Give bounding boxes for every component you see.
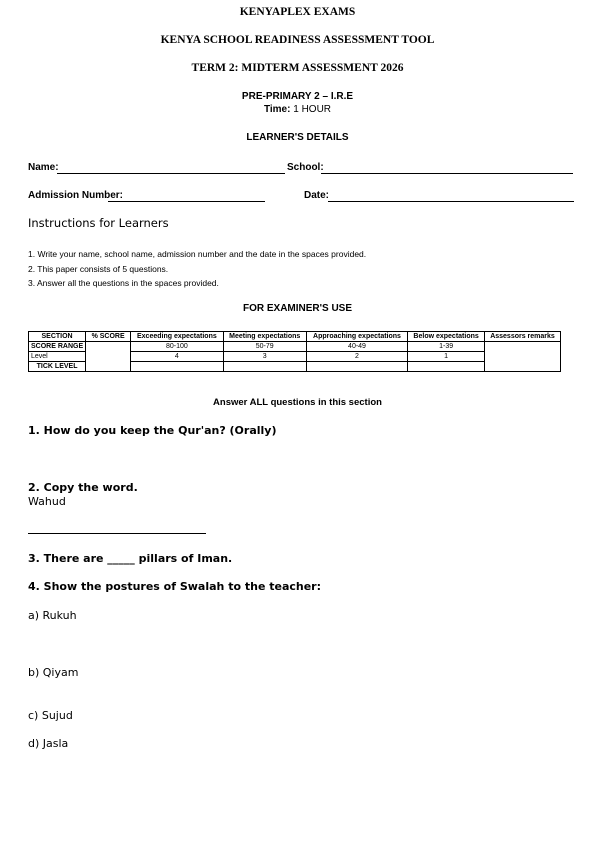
table-header: Assessors remarks [485, 332, 561, 342]
examiner-heading: FOR EXAMINER'S USE [242, 303, 353, 314]
table-cell: 50-79 [223, 342, 306, 352]
remarks-cell[interactable] [485, 342, 561, 372]
instruction-item: 2. This paper consists of 5 questions. [28, 263, 169, 274]
table-header: Meeting expectations [223, 332, 306, 342]
table-cell: 80-100 [131, 342, 224, 352]
option-sujud: c) Sujud [28, 709, 73, 722]
instructions-heading: Instructions for Learners [28, 216, 169, 230]
table-cell: 40-49 [306, 342, 407, 352]
time-line [0, 104, 595, 115]
question-2: 2. Copy the word. [28, 481, 138, 494]
name-label: Name: [28, 162, 59, 173]
table-header: % SCORE [86, 332, 131, 342]
tick-cell[interactable] [408, 362, 485, 372]
subject-line: PRE-PRIMARY 2 – I.R.E [241, 91, 354, 102]
name-field[interactable] [57, 173, 285, 174]
date-label: Date: [304, 190, 330, 201]
admission-field[interactable] [108, 201, 265, 202]
table-row [29, 342, 561, 352]
instruction-item: 1. Write your name, school name, admission number and the date in the spaces provided. [28, 249, 367, 259]
table-cell: 1-39 [408, 342, 485, 352]
table-cell: 1 [408, 352, 485, 362]
question-1: 1. How do you keep the Qur'an? (Orally) [28, 424, 277, 437]
score-range-label: SCORE RANGE [29, 342, 86, 352]
table-cell: 4 [131, 352, 224, 362]
table-row [29, 332, 561, 342]
admission-label: Admission Number: [28, 190, 124, 201]
time-value: 1 HOUR [293, 104, 332, 115]
tool-title: KENYA SCHOOL READINESS ASSESSMENT TOOL [160, 34, 435, 46]
option-jasla: d) Jasla [28, 737, 69, 750]
question-3: 3. There are _____ pillars of Iman. [28, 552, 233, 565]
percent-score-cell[interactable] [86, 342, 131, 372]
question-4: 4. Show the postures of Swalah to the teacher: [28, 580, 322, 593]
copy-word: Wahud [28, 495, 66, 508]
table-cell: 3 [223, 352, 306, 362]
copy-answer-line[interactable] [28, 533, 206, 534]
level-label: Level [29, 352, 86, 362]
option-rukuh: a) Rukuh [28, 609, 77, 622]
term-title: TERM 2: MIDTERM ASSESSMENT 2026 [191, 62, 404, 74]
instructions-list [28, 247, 366, 291]
school-label: School: [287, 162, 324, 173]
examiner-table [28, 331, 561, 372]
date-field[interactable] [328, 201, 574, 202]
org-title: KENYAPLEX EXAMS [239, 6, 356, 18]
table-header: SECTION [29, 332, 86, 342]
option-qiyam: b) Qiyam [28, 666, 79, 679]
instruction-item: 3. Answer all the questions in the spaces provided. [28, 278, 219, 288]
table-cell: 2 [306, 352, 407, 362]
table-header: Below expectations [408, 332, 485, 342]
section-note: Answer ALL questions in this section [213, 397, 382, 408]
school-field[interactable] [321, 173, 573, 174]
time-label: Time: [263, 104, 291, 115]
tick-cell[interactable] [306, 362, 407, 372]
table-header: Exceeding expectations [131, 332, 224, 342]
tick-level-label: TICK LEVEL [29, 362, 86, 372]
tick-cell[interactable] [223, 362, 306, 372]
tick-cell[interactable] [131, 362, 224, 372]
details-heading: LEARNER'S DETAILS [246, 132, 349, 143]
table-header: Approaching expectations [306, 332, 407, 342]
